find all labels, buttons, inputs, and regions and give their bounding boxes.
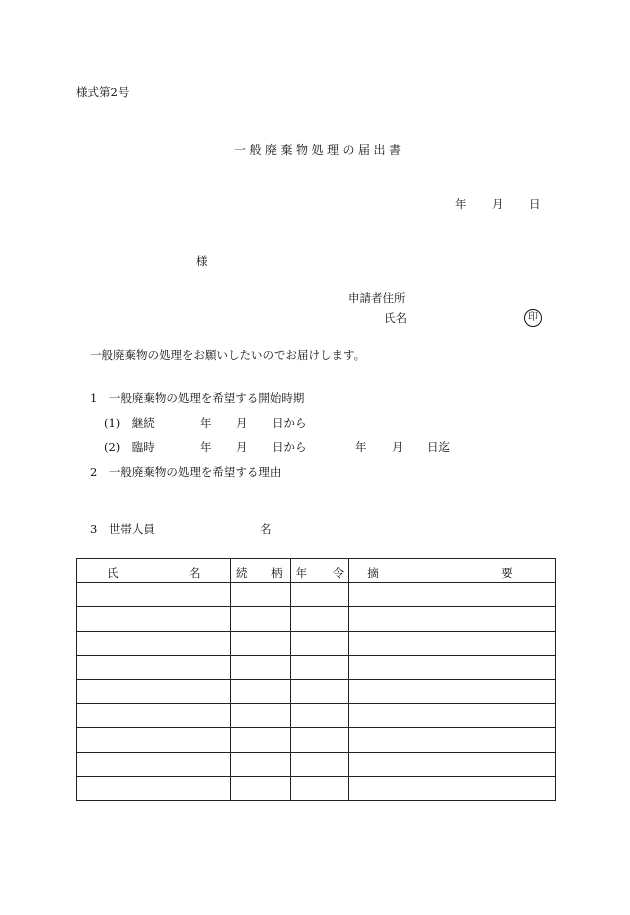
name-cell[interactable] (77, 631, 231, 655)
relation-cell[interactable] (231, 583, 291, 607)
age-cell[interactable] (290, 704, 349, 728)
section3-heading: 3 世帯人員 (90, 522, 155, 536)
date-year-label: 年 (455, 197, 467, 211)
table-row (77, 679, 556, 703)
date-month-label: 月 (492, 197, 504, 211)
section1-heading: 1 一般廃棄物の処理を希望する開始時期 (90, 391, 305, 405)
name-cell[interactable] (77, 655, 231, 679)
age-cell[interactable] (290, 631, 349, 655)
remarks-cell[interactable] (349, 704, 556, 728)
relation-cell[interactable] (231, 631, 291, 655)
relation-cell[interactable] (231, 704, 291, 728)
table-header-row (77, 559, 556, 583)
item2-year2: 年 (355, 440, 367, 454)
name-cell[interactable] (77, 583, 231, 607)
relation-cell[interactable] (231, 776, 291, 800)
item1-month: 月 (236, 416, 248, 430)
applicant-name-label: 氏名 (384, 311, 407, 325)
table-row (77, 607, 556, 631)
table-row (77, 655, 556, 679)
header-age: 年 令 (290, 559, 349, 583)
table-row (77, 704, 556, 728)
age-cell[interactable] (290, 607, 349, 631)
remarks-cell[interactable] (349, 679, 556, 703)
name-cell[interactable] (77, 704, 231, 728)
header-remarks: 摘 要 (349, 559, 556, 583)
relation-cell[interactable] (231, 728, 291, 752)
table-row (77, 776, 556, 800)
remarks-cell[interactable] (349, 752, 556, 776)
form-number: 様式第2号 (76, 85, 130, 99)
header-name: 氏 名 (77, 559, 231, 583)
addressee-suffix: 様 (196, 254, 208, 268)
name-cell[interactable] (77, 776, 231, 800)
table-row (77, 752, 556, 776)
household-members-table (76, 558, 556, 801)
date-day-label: 日 (529, 197, 541, 211)
item1-from: 日から (272, 416, 307, 430)
table-row (77, 631, 556, 655)
relation-cell[interactable] (231, 607, 291, 631)
name-cell[interactable] (77, 752, 231, 776)
remarks-cell[interactable] (349, 583, 556, 607)
remarks-cell[interactable] (349, 607, 556, 631)
table-row (77, 583, 556, 607)
relation-cell[interactable] (231, 655, 291, 679)
name-cell[interactable] (77, 679, 231, 703)
intro-text: 一般廃棄物の処理をお願いしたいのでお届けします。 (90, 348, 366, 362)
item2-month2: 月 (392, 440, 404, 454)
age-cell[interactable] (290, 776, 349, 800)
age-cell[interactable] (290, 728, 349, 752)
section2-heading: 2 一般廃棄物の処理を希望する理由 (90, 465, 282, 479)
item1-label: (1) 継続 (104, 416, 155, 430)
name-cell[interactable] (77, 728, 231, 752)
applicant-address-label: 申請者住所 (348, 291, 406, 305)
remarks-cell[interactable] (349, 655, 556, 679)
item2-year: 年 (200, 440, 212, 454)
item2-from: 日から (272, 440, 307, 454)
document-title: 一般廃棄物処理の届出書 (234, 143, 405, 157)
item2-month: 月 (236, 440, 248, 454)
remarks-cell[interactable] (349, 631, 556, 655)
table-row (77, 728, 556, 752)
header-relation: 続 柄 (231, 559, 291, 583)
age-cell[interactable] (290, 583, 349, 607)
age-cell[interactable] (290, 679, 349, 703)
item2-until: 日迄 (427, 440, 450, 454)
item1-year: 年 (200, 416, 212, 430)
name-cell[interactable] (77, 607, 231, 631)
remarks-cell[interactable] (349, 776, 556, 800)
age-cell[interactable] (290, 655, 349, 679)
item2-label: (2) 臨時 (104, 440, 155, 454)
relation-cell[interactable] (231, 752, 291, 776)
relation-cell[interactable] (231, 679, 291, 703)
household-unit: 名 (260, 522, 272, 536)
seal-icon: 印 (524, 309, 542, 327)
table-body (77, 583, 556, 801)
age-cell[interactable] (290, 752, 349, 776)
remarks-cell[interactable] (349, 728, 556, 752)
